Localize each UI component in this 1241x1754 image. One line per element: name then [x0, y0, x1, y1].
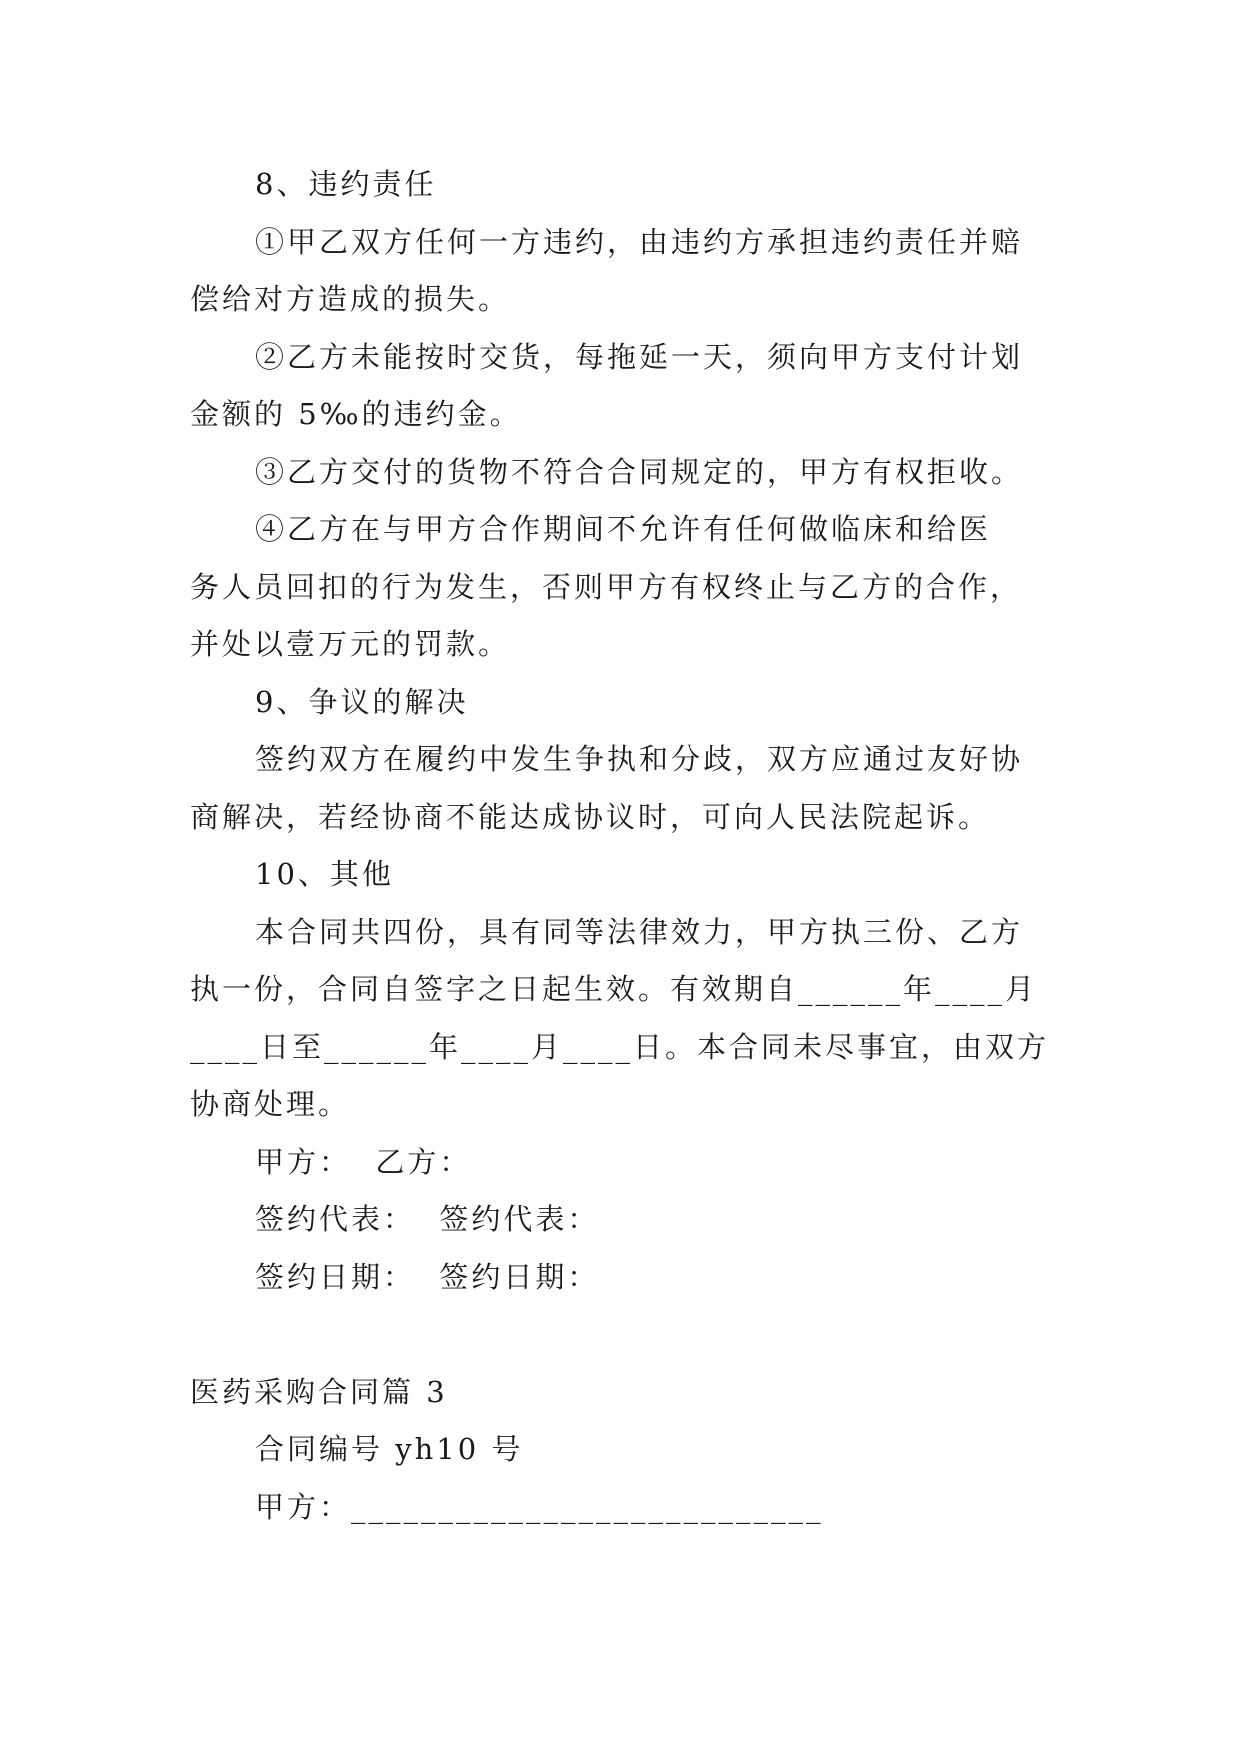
section-9-heading: 9、争议的解决	[255, 685, 469, 719]
section-9-body-line-1: 签约双方在履约中发生争执和分歧，双方应通过友好协	[255, 742, 1024, 776]
section-10-body-line-1: 本合同共四份，具有同等法律效力，甲方执三份、乙方	[255, 915, 1024, 949]
section-8-clause-2-line-2: 金额的 5‰的违约金。	[190, 397, 522, 431]
section-8-clause-4-line-2: 务人员回扣的行为发生，否则甲方有权终止与乙方的合作，	[190, 570, 1023, 604]
section-8-clause-4-line-3: 并处以壹万元的罚款。	[190, 627, 511, 661]
section-8-clause-2-line-1: ②乙方未能按时交货，每拖延一天，须向甲方支付计划	[255, 340, 1024, 374]
signature-parties: 甲方： 乙方：	[255, 1145, 472, 1179]
contract-number: 合同编号 yh10 号	[255, 1432, 524, 1466]
section-8-clause-1-line-1: ①甲乙双方任何一方违约，由违约方承担违约责任并赔	[255, 225, 1024, 259]
section-8-clause-1-line-2: 偿给对方造成的损失。	[190, 282, 511, 316]
signature-representatives: 签约代表： 签约代表：	[255, 1202, 600, 1236]
section-10-heading: 10、其他	[255, 857, 394, 891]
contract-3-title: 医药采购合同篇 3	[190, 1375, 448, 1409]
party-a-line: 甲方：___________________________	[255, 1490, 824, 1524]
section-8-clause-4-line-1: ④乙方在与甲方合作期间不允许有任何做临床和给医	[255, 512, 992, 546]
section-10-body-line-3: ____日至______年____月____日。本合同未尽事宜，由双方	[190, 1030, 1050, 1064]
section-10-body-line-2: 执一份，合同自签字之日起生效。有效期自______年____月	[190, 972, 1038, 1006]
section-8-clause-3: ③乙方交付的货物不符合合同规定的，甲方有权拒收。	[255, 455, 1024, 489]
section-10-body-line-4: 协商处理。	[190, 1087, 351, 1121]
signature-dates: 签约日期： 签约日期：	[255, 1260, 600, 1294]
section-9-body-line-2: 商解决，若经协商不能达成协议时，可向人民法院起诉。	[190, 800, 991, 834]
section-8-heading: 8、违约责任	[255, 167, 437, 201]
